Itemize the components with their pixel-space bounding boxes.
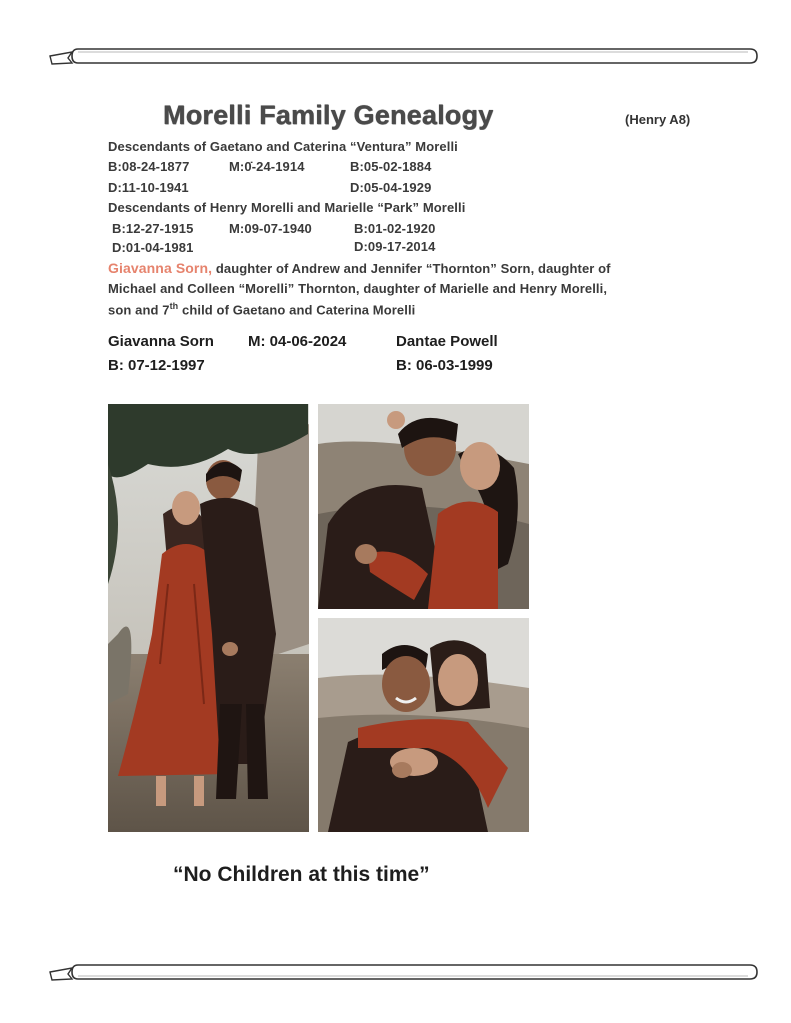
lineage-text-3b: child of Gaetano and Caterina Morelli (178, 302, 416, 318)
bride-name: Giavanna Sorn (108, 333, 214, 350)
generation-2-husband-death: D:01-04-1981 (112, 240, 194, 255)
couple-kiss-photo-icon (318, 404, 529, 609)
lineage-line-3 (108, 301, 415, 317)
generation-1-heading: Descendants of Gaetano and Caterina “Ventura” Morelli (108, 139, 458, 154)
couple-embrace-photo (318, 618, 529, 832)
generation-1-wife-birth: B:05-02-1884 (350, 159, 432, 174)
lineage-text-3a: son and 7 (108, 302, 170, 318)
page-title: Morelli Family Genealogy (163, 100, 494, 130)
generation-1-husband-birth: B:08-24-1877 (108, 159, 190, 174)
bride-birth: B: 07-12-1997 (108, 357, 205, 374)
couple-marriage-date: M: 04-06-2024 (248, 333, 347, 350)
generation-1-marriage: M:0̇-24-1914 (229, 159, 305, 174)
groom-name: Dantae Powell (396, 333, 498, 350)
groom-birth: B: 06-03-1999 (396, 357, 493, 374)
top-scroll-banner (48, 44, 758, 70)
lineage-text-1: daughter of Andrew and Jennifer “Thornton” Sorn, daughter of (215, 261, 611, 276)
lineage-line-1 (108, 260, 611, 276)
couple-standing-photo (108, 404, 309, 832)
couple-standing-photo-icon (108, 404, 309, 832)
scroll-banner-icon (48, 960, 758, 986)
highlighted-name: Giavanna Sorn, (108, 260, 213, 276)
bottom-scroll-banner (48, 960, 758, 986)
lineage-line-2: Michael and Colleen “Morelli” Thornton, daughter of Marielle and Henry Morelli, (108, 281, 608, 296)
scroll-banner-icon (48, 44, 758, 70)
generation-1-wife-death: D:05-04-1929 (350, 180, 432, 195)
couple-kiss-photo (318, 404, 529, 609)
generation-2-husband-birth: B:12-27-1915 (112, 221, 194, 236)
children-note: “No Children at this time” (173, 863, 430, 886)
family-reference: (Henry A8) (625, 112, 691, 127)
generation-2-wife-birth: B:01-02-1920 (354, 221, 436, 236)
generation-2-marriage: M:09-07-1940 (229, 221, 312, 236)
generation-2-wife-death: D:09-17-2014 (354, 239, 436, 254)
couple-embrace-photo-icon (318, 618, 529, 832)
generation-2-heading: Descendants of Henry Morelli and Marielle “Park” Morelli (108, 200, 466, 215)
ordinal-suffix: th (169, 301, 179, 311)
generation-1-husband-death: D:11-10-1941 (108, 180, 189, 195)
